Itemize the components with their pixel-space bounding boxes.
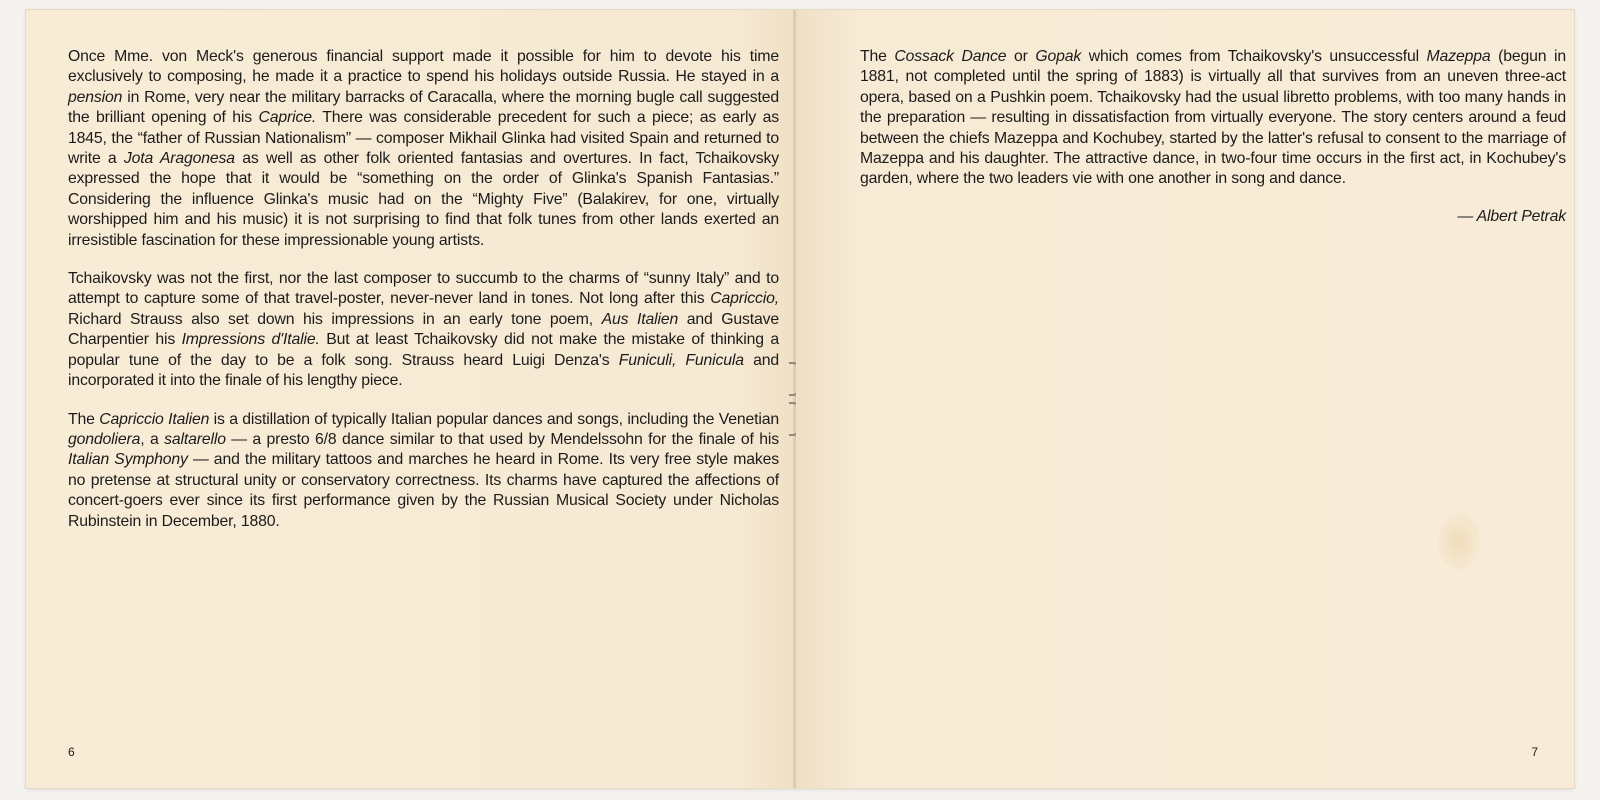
italic-run: Jota Aragonesa [123,150,235,168]
text-run: The [860,48,895,65]
italic-run: Aus Italien [601,310,679,328]
paragraph [68,47,779,251]
italic-run: Mazeppa [1426,48,1491,65]
italic-run: gondoliera [68,430,141,448]
text-run: , a [140,430,165,448]
page-left [26,10,794,788]
text-run: Richard Strauss also set down his impressions in an early tone poem, [68,310,602,328]
text-run: The [68,410,100,428]
text-run: Once Mme. von Meck's generous financial support made it possible for him to devote his time exclusively to composing, he made it a practice to spend his holidays outside Russia. He stayed in a [68,48,779,86]
paragraph [68,410,779,532]
text-run: or [1006,48,1036,65]
italic-run: saltarello [164,430,226,448]
text-run: in Rome, very near the military barracks of Caracalla, where the morning bugle call suggested the brilliant opening of his [68,88,779,127]
text-run: — a presto 6/8 dance similar to that used by Mendelssohn for the finale of his [225,430,779,448]
page-number-left: 6 [68,745,75,759]
italic-run: Italian Symphony [68,451,188,469]
italic-run: Capriccio Italien [99,410,210,428]
booklet-spread [26,10,1574,788]
page-number-right: 7 [1531,745,1538,759]
text-run: and Gustave Charpentier his [68,310,779,349]
text-run: There was considerable precedent for such a piece; as early as 1845, the “father of Russian Nationalism” — composer Mikhail Glinka had visited Spain and returned to write a [68,109,779,168]
text-run: which comes from Tchaikovsky's unsuccessful [1081,48,1427,65]
italic-run: Impressions d'Italie. [181,331,320,349]
italic-run: Caprice. [258,109,317,127]
left-page-text [68,47,779,550]
italic-run: Funiculi, Funicula [618,351,744,369]
author-signature: — Albert Petrak [1457,207,1566,225]
paper-stain [1438,514,1480,570]
paragraph [860,47,1566,190]
paragraph [68,269,779,391]
page-right [796,10,1574,788]
text-run: — and the military tattoos and marches he heard in Rome. Its very free style makes no pretense at structural unity or conservatory correctness. Its charms have captured the affections of concert-goers ever since its first performance given by the Russian Musical Society under Nicholas Rubinstein in December, 1880. [68,451,779,530]
italic-run: Cossack Dance [894,48,1007,65]
text-run: But at least Tchaikovsky did not make the mistake of thinking a popular tune of the day to be a folk song. Strauss heard Luigi Denza's [68,331,779,369]
italic-run: Gopak [1035,48,1082,65]
text-run: (begun in 1881, not completed until the spring of 1883) is virtually all that survives from an uneven three-act opera, based on a Pushkin poem. Tchaikovsky had the usual libretto problems, with too many hands in the preparation — resulting in dissatisfaction from virtually everyone. The story centers around a feud between the chiefs Mazeppa and Kochubey, started by the latter's refusal to consent to the marriage of Mazeppa and his daughter. The attractive dance, in two-four time occurs in the first act, in Kochubey's garden, where the two leaders vie with one another in song and dance. [860,48,1566,188]
right-page-text [860,47,1566,227]
text-run: is a distillation of typically Italian popular dances and songs, including the Venetian [209,410,779,428]
text-run: Tchaikovsky was not the first, nor the last composer to succumb to the charms of “sunny Italy” and to attempt to capture some of that travel-poster, never-never land in tones. Not long after this [68,270,779,308]
text-run: as well as other folk oriented fantasias and overtures. In fact, Tchaikovsky expressed the hope that it would be “something on the order of Glinka's Spanish Fantasias.” Considering the influence Glinka's music had on the “Mighty Five” (Balakirev, for one, virtually worshipped him and his music) it is not surprising to find that folk tunes from other lands exerted an irresistible fascination for these impressionable young artists. [68,150,780,249]
text-run: and incorporated it into the finale of his lengthy piece. [68,351,779,390]
italic-run: pension [68,88,123,106]
italic-run: Capriccio, [710,290,779,308]
